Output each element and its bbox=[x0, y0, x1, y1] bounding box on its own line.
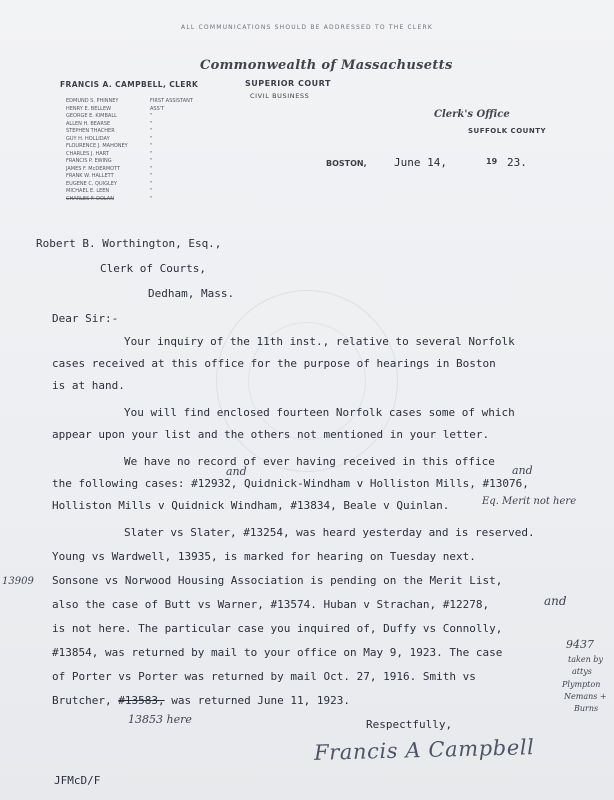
staff-row bbox=[66, 158, 210, 166]
recipient-name: Robert B. Worthington, Esq., bbox=[36, 237, 222, 250]
staff-role: FIRST ASSISTANT bbox=[150, 98, 193, 104]
salutation: Dear Sir:- bbox=[52, 312, 119, 325]
staff-row bbox=[66, 173, 210, 181]
handwritten-and: and bbox=[544, 594, 567, 608]
staff-row bbox=[66, 181, 210, 189]
staff-name: HENRY E. BELLEW bbox=[66, 105, 112, 112]
staff-role: " bbox=[150, 158, 153, 164]
dateline-year-prefix: 19 bbox=[486, 157, 498, 166]
staff-name: GUY H. HOLLIDAY bbox=[66, 135, 110, 142]
body-line: the following cases: #12932, Quidnick-Windham v Holliston Mills, #13076, bbox=[52, 477, 529, 490]
staff-name: MICHAEL E. LEEN bbox=[66, 188, 110, 194]
clerk-name: FRANCIS A. CAMPBELL, CLERK bbox=[60, 80, 199, 89]
court-name: SUPERIOR COURT bbox=[245, 79, 331, 88]
body-line: cases received at this office for the purpose of hearings in Boston bbox=[52, 357, 496, 370]
dateline-year-suffix: 23. bbox=[507, 156, 527, 169]
body-line: appear upon your list and the others not mentioned in your letter. bbox=[52, 428, 490, 441]
body-line-start: Brutcher, bbox=[52, 694, 119, 707]
staff-row bbox=[66, 166, 210, 174]
recipient-city: Dedham, Mass. bbox=[148, 287, 235, 300]
body-line: Slater vs Slater, #13254, was heard yesterday and is reserved. bbox=[124, 526, 535, 539]
body-line: is at hand. bbox=[52, 379, 125, 392]
body-line-end: was returned June 11, 1923. bbox=[164, 694, 351, 707]
handwritten-margin-note: taken by bbox=[568, 655, 603, 664]
handwritten-and: and bbox=[512, 464, 533, 477]
staff-role: " bbox=[150, 150, 153, 157]
staff-name: STEPHEN THACHER bbox=[66, 128, 115, 134]
staff-role: " bbox=[150, 135, 153, 142]
staff-name: EDMUND S. PHINNEY bbox=[66, 98, 119, 104]
typist-initials: JFMcD/F bbox=[54, 774, 101, 787]
closing: Respectfully, bbox=[366, 718, 453, 731]
staff-row bbox=[66, 151, 210, 159]
staff-role: " bbox=[150, 120, 153, 127]
body-line: Young vs Wardwell, 13935, is marked for hearing on Tuesday next. bbox=[52, 550, 476, 563]
staff-row bbox=[66, 196, 210, 204]
staff-role: " bbox=[150, 173, 153, 179]
staff-name: GEORGE E. KIMBALL bbox=[66, 113, 117, 119]
clerks-office: Clerk's Office bbox=[434, 109, 510, 120]
top-note: ALL COMMUNICATIONS SHOULD BE ADDRESSED TO THE CLERK bbox=[181, 24, 433, 31]
body-line: of Porter vs Porter was returned by mail Oct. 27, 1916. Smith vs bbox=[52, 670, 476, 683]
court-division: CIVIL BUSINESS bbox=[250, 92, 310, 100]
staff-role: " bbox=[150, 113, 153, 119]
handwritten-and: and bbox=[226, 465, 247, 478]
dateline-place: BOSTON, bbox=[326, 159, 367, 168]
struck-case-number: #13583, bbox=[118, 694, 165, 707]
staff-list bbox=[66, 98, 210, 203]
commonwealth-heading: Commonwealth of Massachusetts bbox=[200, 58, 453, 73]
body-line: We have no record of ever having received in this office bbox=[124, 455, 495, 468]
handwritten-margin-number: 13909 bbox=[2, 576, 34, 587]
staff-role: " bbox=[150, 143, 153, 149]
staff-row bbox=[66, 136, 210, 144]
staff-row bbox=[66, 113, 210, 121]
staff-name: FRANK W. HALLETT bbox=[66, 173, 114, 179]
body-line: Holliston Mills v Quidnick Windham, #13834, Beale v Quinlan. bbox=[52, 499, 450, 512]
staff-name: CHARLES F. DOLAN bbox=[66, 195, 114, 202]
staff-name: JAMES F. McDERMOTT bbox=[66, 165, 121, 172]
body-line: Sonsone vs Norwood Housing Association is pending on the Merit List, bbox=[52, 574, 503, 587]
handwritten-here-note: 13853 here bbox=[128, 713, 192, 726]
staff-role: " bbox=[150, 195, 153, 202]
staff-role: " bbox=[150, 188, 153, 194]
dateline-date: June 14, bbox=[394, 156, 447, 169]
staff-row bbox=[66, 143, 210, 151]
staff-row bbox=[66, 188, 210, 196]
body-line: is not here. The particular case you inquired of, Duffy vs Connolly, bbox=[52, 622, 503, 635]
handwritten-margin-note: Plympton bbox=[562, 680, 601, 689]
handwritten-merit-note: Eq. Merit not here bbox=[482, 496, 577, 507]
handwritten-case-number: 9437 bbox=[566, 638, 594, 651]
staff-row bbox=[66, 98, 210, 106]
staff-row bbox=[66, 128, 210, 136]
staff-name: ALLEN H. BEARSE bbox=[66, 120, 111, 127]
staff-role: " bbox=[150, 180, 153, 187]
signature: Francis A Campbell bbox=[313, 735, 535, 765]
staff-role: " bbox=[150, 165, 153, 172]
staff-name: FRANCIS P. EWING bbox=[66, 158, 112, 164]
handwritten-margin-note: attys bbox=[572, 667, 592, 676]
body-line: Your inquiry of the 11th inst., relative to several Norfolk bbox=[124, 335, 515, 348]
staff-name: FLOURENCE J. MAHONEY bbox=[66, 143, 128, 149]
body-line: You will find enclosed fourteen Norfolk cases some of which bbox=[124, 406, 515, 419]
handwritten-margin-note: Burns bbox=[574, 704, 599, 713]
county-name: SUFFOLK COUNTY bbox=[468, 127, 547, 135]
staff-row bbox=[66, 106, 210, 114]
staff-role: ASS'T bbox=[150, 105, 165, 112]
staff-name: CHARLES J. HART bbox=[66, 150, 109, 157]
body-line: also the case of Butt vs Warner, #13574. Huban v Strachan, #12278, bbox=[52, 598, 490, 611]
body-line: #13854, was returned by mail to your office on May 9, 1923. The case bbox=[52, 646, 503, 659]
staff-role: " bbox=[150, 128, 153, 134]
staff-row bbox=[66, 121, 210, 129]
recipient-title: Clerk of Courts, bbox=[100, 262, 206, 275]
body-line bbox=[52, 694, 350, 707]
handwritten-margin-note: Nemans + bbox=[564, 692, 607, 701]
staff-name: EUGENE C. QUIGLEY bbox=[66, 180, 117, 187]
